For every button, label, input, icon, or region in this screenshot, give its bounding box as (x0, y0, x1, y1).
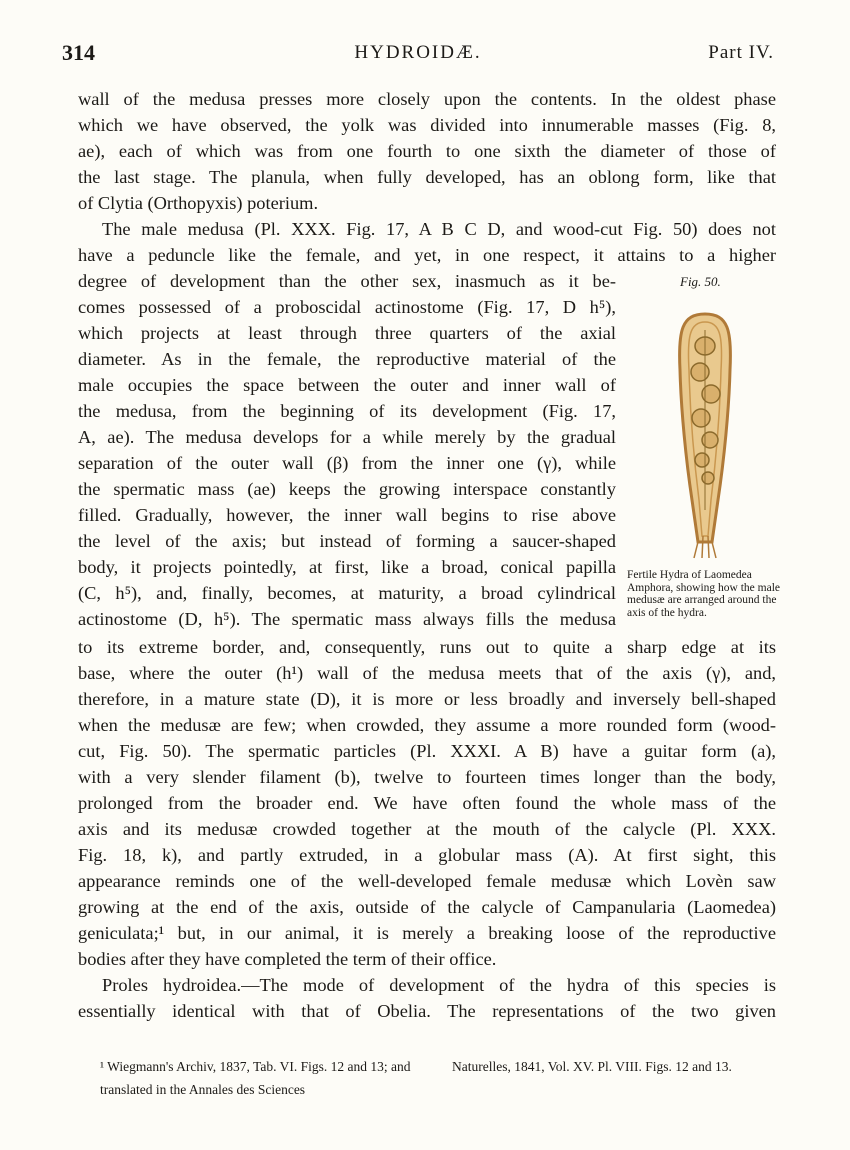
body-line: prolonged from the broader end. We have often found the whole mass of the (78, 793, 776, 813)
body-line: A, ae). The medusa develops for a while merely by the gradual (78, 427, 616, 447)
figure-label: Fig. 50. (680, 274, 721, 289)
body-line: the medusa, from the beginning of its development (Fig. 17, (78, 401, 616, 421)
body-line: appearance reminds one of the well-developed female medusæ which Lovèn saw (78, 871, 776, 891)
footnote-left: ¹ Wiegmann's Archiv, 1837, Tab. VI. Figs. 12 and 13; and translated in the Annales des Sciences (100, 1059, 411, 1097)
body-line: therefore, in a mature state (D), it is more or less broadly and inversely bell-shaped (78, 689, 776, 709)
body-line: wall of the medusa presses more closely upon the contents. In the oldest phase (78, 89, 776, 109)
page-number: 314 (62, 40, 95, 65)
figure-caption: Fertile Hydra of Laomedea Amphora, showing how the male medusæ are arranged around the axis of the hydra. (627, 569, 780, 619)
body-line: Fig. 18, k), and partly extruded, in a globular mass (A). At first sight, this (78, 845, 776, 865)
body-line: of Clytia (Orthopyxis) poterium. (78, 193, 319, 213)
body-line: have a peduncle like the female, and yet, in one respect, it attains to a higher (78, 245, 776, 265)
body-line: comes possessed of a proboscidal actinostome (Fig. 17, D h⁵), (78, 297, 616, 317)
running-head: HYDROIDÆ. (354, 42, 482, 63)
body-line: Proles hydroidea.—The mode of development of the hydra of this species is (102, 975, 776, 995)
body-line: the spermatic mass (ae) keeps the growing interspace constantly (78, 479, 616, 499)
body-line: essentially identical with that of Obelia. The representations of the two given (78, 1001, 776, 1021)
footnote-right: Naturelles, 1841, Vol. XV. Pl. VIII. Figs. 12 and 13. (452, 1059, 732, 1074)
body-line: degree of development than the other sex, inasmuch as it be- (78, 271, 616, 291)
body-line: axis and its medusæ crowded together at the mouth of the calycle (Pl. XXX. (78, 819, 776, 839)
body-line: with a very slender filament (b), twelve to fourteen times longer than the body, (78, 767, 776, 787)
body-line: the last stage. The planula, when fully developed, has an oblong form, like that (78, 167, 776, 187)
body-line: when the medusæ are few; when crowded, they assume a more rounded form (wood- (78, 715, 776, 735)
body-line: separation of the outer wall (β) from the inner one (γ), while (78, 453, 616, 473)
body-line: male occupies the space between the outer and inner wall of (78, 375, 616, 395)
body-line: The male medusa (Pl. XXX. Fig. 17, A B C D, and wood-cut Fig. 50) does not (102, 219, 776, 239)
body-line: body, it projects pointedly, at first, like a broad, conical papilla (78, 557, 616, 577)
body-line: base, where the outer (h¹) wall of the medusa meets that of the axis (γ), and, (78, 663, 776, 683)
body-line: geniculata;¹ but, in our animal, it is merely a breaking loose of the reproductive (78, 923, 776, 943)
body-line: ae), each of which was from one fourth to one sixth the diameter of those of (78, 141, 776, 161)
hydra-illustration (672, 310, 738, 560)
body-line: (C, h⁵), and, finally, becomes, at maturity, a broad cylindrical (78, 583, 616, 603)
page-header (62, 40, 774, 70)
body-line: diameter. As in the female, the reproductive material of the (78, 349, 616, 369)
body-line: the level of the axis; but instead of forming a saucer-shaped (78, 531, 616, 551)
body-line: actinostome (D, h⁵). The spermatic mass always fills the medusa (78, 609, 616, 629)
body-line: cut, Fig. 50). The spermatic particles (Pl. XXXI. A B) have a guitar form (a), (78, 741, 776, 761)
body-line: to its extreme border, and, consequently, runs out to quite a sharp edge at its (78, 637, 776, 657)
body-line: filled. Gradually, however, the inner wall begins to rise above (78, 505, 616, 525)
body-line: bodies after they have completed the term of their office. (78, 949, 497, 969)
body-line: which projects at least through three quarters of the axial (78, 323, 616, 343)
part-label: Part IV. (708, 42, 774, 63)
body-line: which we have observed, the yolk was divided into innumerable masses (Fig. 8, (78, 115, 776, 135)
body-line: growing at the end of the axis, outside of the calycle of Campanularia (Laomedea) (78, 897, 776, 917)
